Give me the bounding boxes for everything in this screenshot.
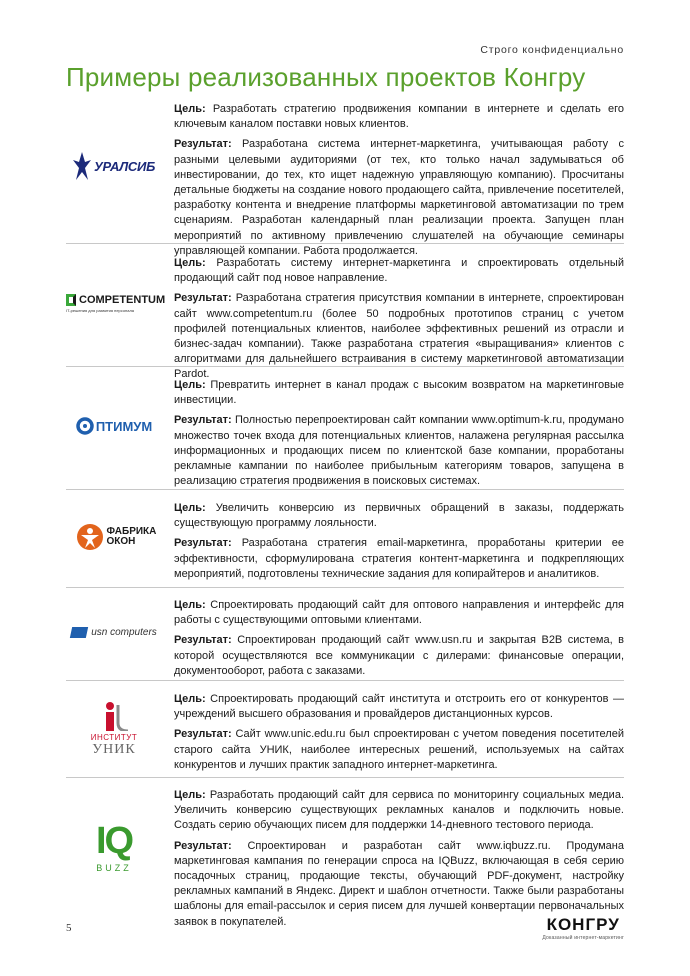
project-goal: Превратить интернет в канал продаж с высоким возвратом на маркетинговые инвестиции.: [174, 379, 624, 407]
result-label: Результат:: [174, 839, 232, 852]
unik-logo-name: УНИК: [92, 741, 136, 757]
goal-label: Цель:: [174, 789, 206, 801]
uralsib-logo: [66, 146, 162, 186]
unik-emblem-icon: [96, 701, 132, 731]
project-result: Сайт www.unic.edu.ru был спроектирован с учетом поведения посетителей старого сайта УНИК, наиболее интересных решений, используемых на сайтах конкурентов и лучших практик западного интернет-маркетинга.: [174, 728, 624, 771]
result-label: Результат:: [174, 537, 232, 550]
project-result: Спроектирован и разработан сайт www.iqbuzz.ru. Продумана маркетинговая кампания по генерации спроса на IQBuzz, включающая в себя серию посадочных страниц, продающие тексты, обучающий PDF-документ, настройку рекламных кампаний в Яндекс. Директ и шаблон отчетности. Также были разработаны шаблоны для email-рассылок и серия писем для лучшей конвертации первоначальных заявок в покупателей.: [174, 839, 624, 928]
uralsib-emblem-icon: [73, 152, 91, 180]
goal-label: Цель:: [174, 693, 206, 705]
usn-logo-text: usn computers: [91, 626, 157, 638]
iqbuzz-logo-text: IQ: [95, 820, 133, 862]
optimum-logo-text: ПТИМУМ: [95, 418, 153, 434]
project-fabrika-okon: [66, 501, 624, 581]
project-usn: [66, 598, 624, 678]
page-number: 5: [66, 922, 72, 934]
confidential-label: Строго конфиденциально: [480, 44, 624, 56]
project-goal: Спроектировать продающий сайт для оптового направления и интерфейс для работы с существующими оптовыми клиентами.: [174, 599, 624, 627]
divider: [66, 680, 624, 681]
result-label: Результат:: [174, 414, 232, 427]
unik-logo: [66, 696, 162, 762]
result-label: Результат:: [174, 634, 232, 647]
result-label: Результат:: [174, 138, 232, 151]
competentum-logo: [66, 288, 166, 318]
result-label: Результат:: [174, 292, 232, 305]
project-result: Разработана стратегия присутствия компании в интернете, спроектирован сайт www.competentum.ru (более 50 подробных прототипов страниц с учетом профилей потенциальных клиентов, наиболее эффективных решений из отрасли и бизнес-задач компании). Также разработана стратегия «выращивания» клиентов с алгоритмами для дальнейшего встраивания в систему маркетинговой автоматизации Pardot.: [174, 292, 624, 381]
uralsib-logo-text: УРАЛСИБ: [94, 158, 155, 174]
project-goal: Увеличить конверсию из первичных обращений в заказы, поддержать существующую программу лояльности.: [174, 502, 625, 530]
divider: [66, 587, 624, 588]
competentum-logo-tagline: IT-решения для развития персонала: [66, 307, 135, 313]
congru-logo: [542, 915, 624, 941]
project-result: Разработана система интернет-маркетинга, учитывающая работу с разными целевыми аудиториями (от тех, кто только начал задумываться об инвестировании, до тех, кто ищет надежную управляющую компанию). Просчитаны детальные бюджеты на создание нового продающего сайта, привлечение посетителей, разработку контента и внедрение платформы маркетинговой автоматизации по трем сценариям. Разработан календарный план реализации проекта. Запущен план мероприятий по активному привлечению слушателей на обучающие семинары управляющей компании. Работа продолжается.: [174, 138, 624, 257]
unik-logo-text: ИНСТИТУТ: [90, 732, 138, 742]
competentum-mark-icon: [66, 294, 76, 306]
fabrika-okon-logo-text: ФАБРИКА ОКОН: [106, 526, 157, 547]
fabrika-okon-logo: [66, 519, 162, 555]
iqbuzz-logo-sub: BUZZ: [96, 863, 132, 873]
project-competentum: [66, 256, 624, 381]
congru-tagline: Доказанный интернет-маркетинг: [542, 935, 624, 941]
iqbuzz-logo: [66, 816, 162, 878]
project-goal: Разработать продающий сайт для сервиса по мониторингу социальных медиа. Увеличить конверсию существующих рекламных каналов и подключить новые. Создать серию обучающих писем для поддержки 14-дневного тестового периода.: [174, 789, 625, 832]
goal-label: Цель:: [174, 599, 206, 611]
goal-label: Цель:: [174, 103, 206, 115]
divider: [66, 489, 624, 490]
fabrika-okon-emblem-icon: [76, 523, 104, 551]
goal-label: Цель:: [174, 502, 206, 514]
project-goal: Разработать систему интернет-маркетинга и спроектировать отдельный продающий сайт под новое направление.: [174, 257, 624, 285]
project-goal: Разработать стратегию продвижения компании в интернете и сделать его ключевым каналом поставки новых клиентов.: [174, 103, 625, 131]
project-result: Разработана стратегия email-маркетинга, проработаны критерии ее эффективности, сформулирована стратегия контент-маркетинга и подкрепляющих мероприятий, подготовлены технические задания для копирайтеров и аналитиков.: [174, 537, 624, 580]
goal-label: Цель:: [174, 257, 206, 269]
project-result: Спроектирован продающий сайт www.usn.ru и закрытая B2B система, в которой осуществляются все коммуникации с дилерами: финансовые операции, документооборот, работа с заказами.: [174, 634, 624, 677]
goal-label: Цель:: [174, 379, 206, 391]
result-label: Результат:: [174, 728, 232, 741]
optimum-circle-icon: [76, 417, 94, 435]
usn-logo: [66, 620, 162, 644]
project-optimum: [66, 378, 624, 488]
congru-logo-text: КОНГРУ: [546, 915, 620, 934]
competentum-logo-text: COMPETENTUM: [79, 293, 166, 306]
usn-mark-icon: [70, 627, 88, 638]
divider: [66, 243, 624, 244]
optimum-logo: [66, 414, 162, 438]
project-goal: Спроектировать продающий сайт института и отстроить его от конкурентов — учреждений высшего образования и провайдеров дистанционных курсов.: [174, 693, 624, 721]
project-unik: [66, 692, 624, 772]
divider: [66, 777, 624, 778]
divider: [66, 366, 624, 367]
page-title: Примеры реализованных проектов Конгру: [66, 62, 586, 92]
project-result: Полностью перепроектирован сайт компании www.optimum-k.ru, продумано множество точек входа для потенциальных клиентов, налажена регулярная рассылка информационных и продающих писем по клиентской базе компании, проработаны рекламные кампании по наиболее прибыльным категориям товаров, запущена в реализацию стратегия продвижения в поисковых системах.: [174, 414, 624, 488]
project-uralsib: [66, 102, 625, 257]
